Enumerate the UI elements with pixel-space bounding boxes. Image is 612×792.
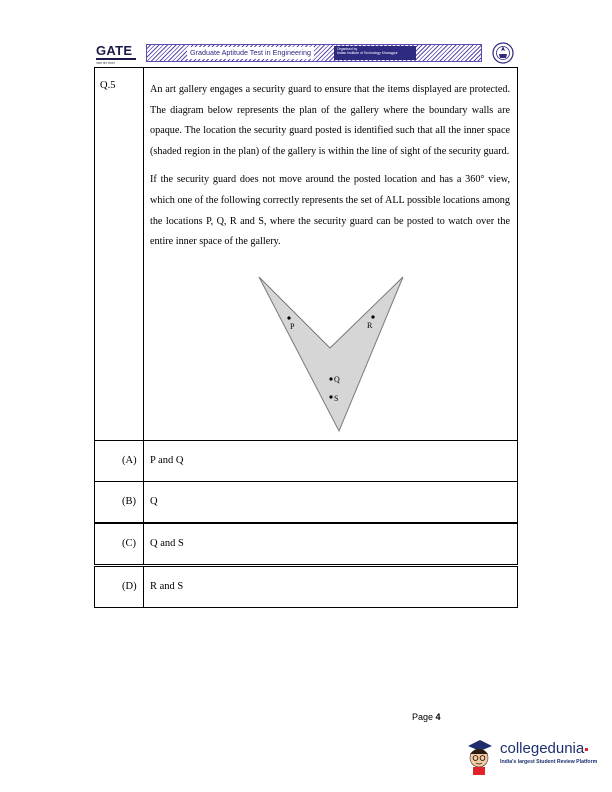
point-q-marker — [329, 377, 332, 380]
collegedunia-tagline: India's largest Student Review Platform — [500, 759, 598, 765]
option-b-label: (B) — [122, 496, 136, 507]
gallery-shaded-region — [259, 277, 403, 431]
option-d-label: (D) — [122, 581, 137, 592]
organiser-label: Organised by — [337, 47, 358, 51]
point-p-marker — [287, 316, 290, 319]
question-paragraph-1: An art gallery engages a security guard to ensure that the items displayed are protected. The diagram below represents the plan of the gallery where the boundary walls are opaque. The location the security guard posted is identified such that all the inner space (shaded region in the plan) of the gallery is within the line of sight of the security guard. — [150, 84, 510, 157]
header-banner — [146, 44, 482, 62]
point-p-label: P — [290, 322, 295, 331]
organiser-box — [334, 46, 416, 60]
banner-title: Graduate Aptitude Test in Engineering — [187, 47, 314, 59]
point-s-marker — [329, 395, 332, 398]
gate-logo — [94, 40, 146, 66]
point-q-label: Q — [334, 375, 340, 384]
point-r-label: R — [367, 321, 373, 330]
option-c-text: Q and S — [150, 538, 184, 549]
iit-emblem-icon — [492, 42, 514, 64]
question-number: Q.5 — [100, 80, 116, 91]
option-d-row — [94, 566, 518, 608]
gallery-plan-diagram — [257, 275, 405, 435]
option-d-text: R and S — [150, 581, 184, 592]
page-header — [94, 40, 518, 66]
page-number-value: 4 — [435, 712, 441, 722]
option-c-row — [94, 523, 518, 565]
option-c-label: (C) — [122, 538, 136, 549]
option-a-row — [94, 440, 518, 482]
option-b-row — [94, 481, 518, 523]
point-s-label: S — [334, 394, 339, 403]
organiser-name: Indian Institute of Technology Kharagpur — [337, 51, 398, 55]
option-b-text: Q — [150, 496, 158, 507]
page-number — [412, 712, 441, 722]
option-a-text: P and Q — [150, 455, 184, 466]
question-paragraph-2: If the security guard does not move around the posted location and has a 360° view, which one of the following correctly represents the set of ALL possible locations among the locations P, Q, R and S, where the security guard can be posted to watch over the entire inner space of the gallery. — [150, 174, 510, 248]
collegedunia-mascot-icon — [464, 736, 494, 776]
page-label: Page — [412, 712, 434, 722]
question-text — [150, 80, 510, 261]
point-r-marker — [371, 315, 374, 318]
gate-logo-subtext: पाठ्य मान संगठन — [96, 61, 115, 65]
option-a-label: (A) — [122, 455, 137, 466]
gate-logo-text: GATE — [96, 43, 133, 58]
collegedunia-brand-name: collegedunia — [500, 740, 588, 757]
